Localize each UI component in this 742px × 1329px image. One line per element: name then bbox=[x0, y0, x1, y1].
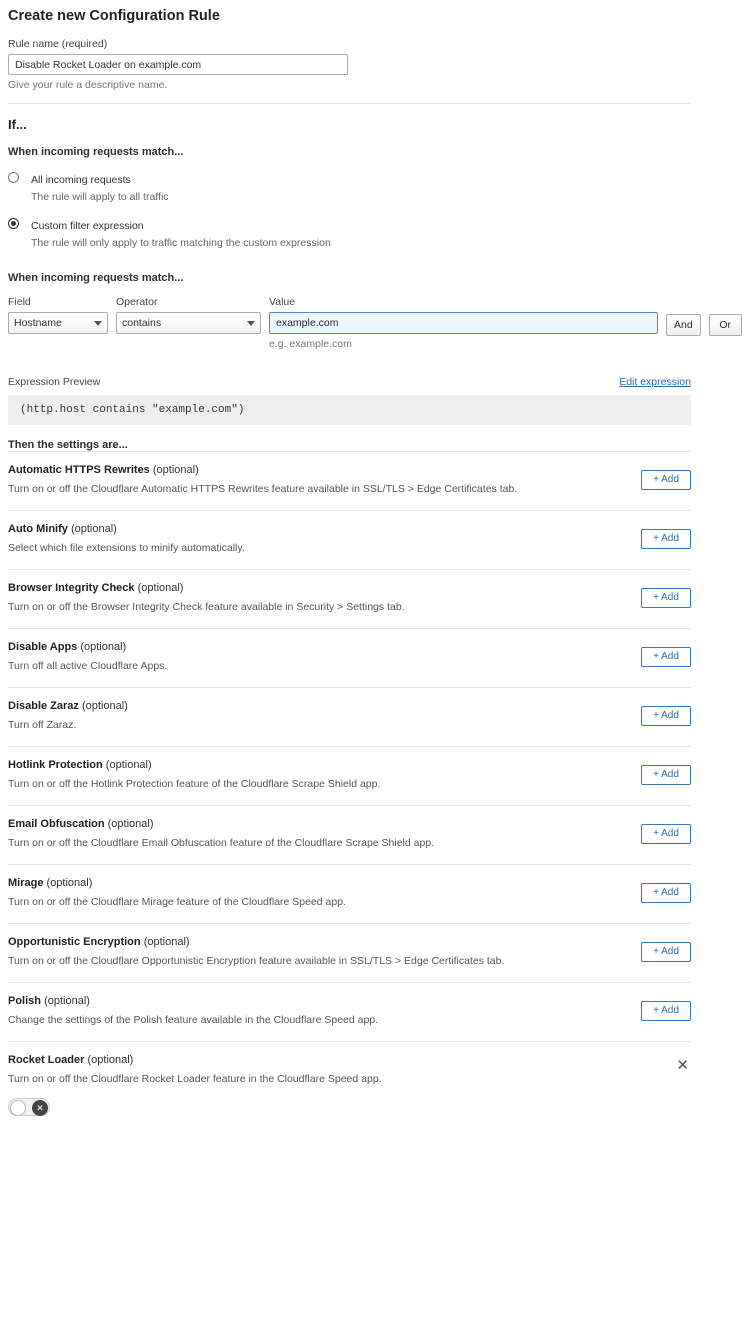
value-label: Value bbox=[269, 296, 296, 308]
rule-name-input[interactable] bbox=[8, 54, 348, 75]
setting-row-rocket-loader bbox=[8, 1041, 691, 1130]
radio-desc-custom-filter: The rule will only apply to traffic matching the custom expression bbox=[31, 237, 331, 249]
setting-title: Polish (optional) bbox=[8, 995, 90, 1007]
setting-row bbox=[8, 451, 691, 510]
setting-description: Turn off all active Cloudflare Apps. bbox=[8, 660, 168, 672]
setting-row bbox=[8, 805, 691, 864]
radio-label-all-requests: All incoming requests bbox=[31, 174, 131, 186]
expression-preview-box: (http.host contains "example.com") bbox=[8, 395, 691, 425]
expression-preview-label: Expression Preview bbox=[8, 376, 101, 388]
toggle-off-icon: ✕ bbox=[32, 1100, 48, 1116]
radio-icon-all-requests[interactable] bbox=[8, 172, 19, 183]
or-button[interactable]: Or bbox=[709, 314, 742, 336]
operator-label: Operator bbox=[116, 296, 158, 308]
setting-description: Turn on or off the Cloudflare Opportunistic Encryption feature available in SSL/TLS > Edge Certificates tab. bbox=[8, 955, 505, 967]
and-button[interactable]: And bbox=[666, 314, 701, 336]
setting-row bbox=[8, 982, 691, 1041]
add-setting-button[interactable]: + Add bbox=[641, 706, 691, 726]
setting-row bbox=[8, 510, 691, 569]
setting-row bbox=[8, 569, 691, 628]
operator-column bbox=[116, 296, 261, 334]
expression-preview-header bbox=[8, 376, 691, 388]
expression-builder-row bbox=[8, 296, 732, 350]
builder-match-heading: When incoming requests match... bbox=[8, 272, 184, 284]
value-column bbox=[269, 296, 658, 350]
divider bbox=[8, 103, 691, 104]
setting-title: Rocket Loader (optional) bbox=[8, 1054, 134, 1066]
radio-desc-all-requests: The rule will apply to all traffic bbox=[31, 191, 169, 203]
setting-description: Turn on or off the Cloudflare Email Obfuscation feature of the Cloudflare Scrape Shield app. bbox=[8, 837, 435, 849]
setting-description: Turn on or off the Cloudflare Rocket Loader feature in the Cloudflare Speed app. bbox=[8, 1073, 382, 1085]
setting-title: Email Obfuscation (optional) bbox=[8, 818, 154, 830]
setting-row bbox=[8, 628, 691, 687]
setting-title: Automatic HTTPS Rewrites (optional) bbox=[8, 464, 199, 476]
edit-expression-link[interactable]: Edit expression bbox=[619, 376, 691, 388]
setting-description: Turn off Zaraz. bbox=[8, 719, 77, 731]
rule-name-group bbox=[8, 38, 691, 91]
close-icon[interactable]: ✕ bbox=[676, 1057, 689, 1074]
toggle-knob bbox=[10, 1100, 26, 1116]
value-input[interactable] bbox=[269, 312, 658, 334]
value-help: e.g. example.com bbox=[269, 338, 352, 350]
add-setting-button[interactable]: + Add bbox=[641, 765, 691, 785]
then-section-heading: Then the settings are... bbox=[8, 439, 128, 451]
setting-title: Opportunistic Encryption (optional) bbox=[8, 936, 190, 948]
add-setting-button[interactable]: + Add bbox=[641, 588, 691, 608]
rule-name-label: Rule name (required) bbox=[8, 38, 108, 50]
setting-title: Disable Apps (optional) bbox=[8, 641, 127, 653]
match-heading: When incoming requests match... bbox=[8, 146, 184, 158]
page-title: Create new Configuration Rule bbox=[8, 8, 220, 24]
setting-description: Turn on or off the Browser Integrity Check feature available in Security > Settings tab. bbox=[8, 601, 405, 613]
setting-title: Disable Zaraz (optional) bbox=[8, 700, 128, 712]
field-label: Field bbox=[8, 296, 31, 308]
setting-title: Hotlink Protection (optional) bbox=[8, 759, 152, 771]
logic-buttons bbox=[666, 296, 742, 336]
setting-description: Turn on or off the Hotlink Protection feature of the Cloudflare Scrape Shield app. bbox=[8, 778, 381, 790]
radio-option-all-requests[interactable] bbox=[8, 170, 691, 204]
add-setting-button[interactable]: + Add bbox=[641, 824, 691, 844]
add-setting-button[interactable]: + Add bbox=[641, 529, 691, 549]
setting-description: Select which file extensions to minify automatically. bbox=[8, 542, 245, 554]
add-setting-button[interactable]: + Add bbox=[641, 942, 691, 962]
setting-title: Auto Minify (optional) bbox=[8, 523, 117, 535]
rule-name-help: Give your rule a descriptive name. bbox=[8, 79, 168, 91]
add-setting-button[interactable]: + Add bbox=[641, 1001, 691, 1021]
rocket-loader-toggle[interactable] bbox=[8, 1098, 50, 1116]
radio-icon-custom-filter[interactable] bbox=[8, 218, 19, 229]
add-setting-button[interactable]: + Add bbox=[641, 647, 691, 667]
setting-description: Turn on or off the Cloudflare Automatic HTTPS Rewrites feature available in SSL/TLS > Edge Certificates tab. bbox=[8, 483, 518, 495]
setting-title: Browser Integrity Check (optional) bbox=[8, 582, 184, 594]
operator-select[interactable] bbox=[116, 312, 261, 334]
setting-row bbox=[8, 687, 691, 746]
setting-title: Mirage (optional) bbox=[8, 877, 93, 889]
radio-label-custom-filter: Custom filter expression bbox=[31, 220, 144, 232]
setting-row bbox=[8, 864, 691, 923]
field-column bbox=[8, 296, 108, 334]
radio-option-custom-filter[interactable] bbox=[8, 216, 691, 250]
setting-description: Change the settings of the Polish feature available in the Cloudflare Speed app. bbox=[8, 1014, 379, 1026]
if-section-heading: If... bbox=[8, 117, 27, 132]
setting-description: Turn on or off the Cloudflare Mirage feature of the Cloudflare Speed app. bbox=[8, 896, 346, 908]
setting-row bbox=[8, 923, 691, 982]
add-setting-button[interactable]: + Add bbox=[641, 883, 691, 903]
field-select[interactable] bbox=[8, 312, 108, 334]
add-setting-button[interactable]: + Add bbox=[641, 470, 691, 490]
setting-row bbox=[8, 746, 691, 805]
